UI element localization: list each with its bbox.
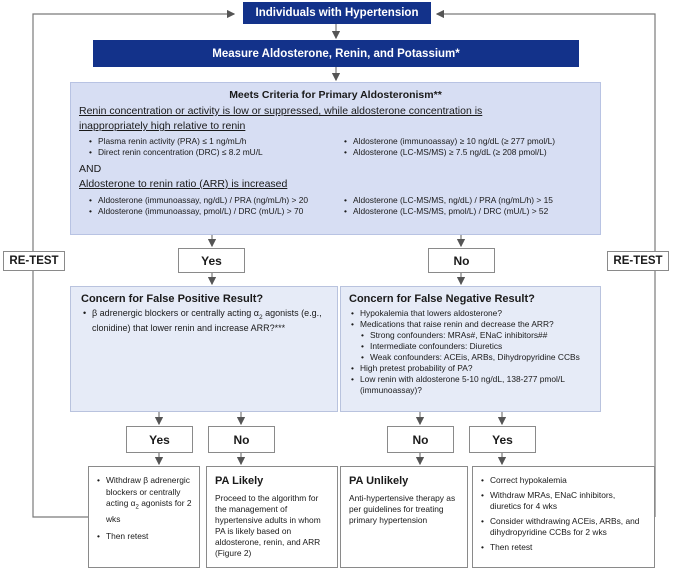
- no-criteria-box: No: [428, 248, 495, 273]
- pa-likely-title: PA Likely: [215, 475, 264, 487]
- list-item: • High pretest probability of PA?: [349, 363, 592, 374]
- list-item: • Aldosterone (immunoassay, ng/dL) / PRA (ng/mL/h) > 20: [87, 195, 342, 206]
- list-item: • Plasma renin activity (PRA) ≤ 1 ng/mL/h: [87, 136, 342, 147]
- false-positive-box: [70, 286, 338, 412]
- list-item: • Aldosterone (immunoassay) ≥ 10 ng/dL (≥ 277 pmol/L): [342, 136, 555, 147]
- list-item: • Medications that raise renin and decrease the ARR?: [349, 319, 592, 330]
- criteria-box: [70, 82, 601, 235]
- list-item: • Direct renin concentration (DRC) ≤ 8.2 mU/L: [87, 147, 342, 158]
- arr-lcms-list: [342, 195, 553, 217]
- criteria-heading-1b: inappropriately high relative to renin: [79, 120, 246, 132]
- list-item: • Then retest: [479, 542, 648, 553]
- and-label: AND: [79, 163, 102, 175]
- criteria-heading-2: Aldosterone to renin ratio (ARR) is increased: [79, 178, 288, 190]
- list-item: • Withdraw β adrenergic blockers or centrally acting $\alpha_2$ agonists for 2 wks: [95, 475, 193, 526]
- false-positive-title: Concern for False Positive Result?: [81, 293, 264, 305]
- list-item: • Correct hypokalemia: [479, 475, 648, 486]
- renin-criteria-list: [79, 136, 342, 158]
- list-item: • Low renin with aldosterone 5-10 ng/dL, 138-277 pmol/L (immunoassay)?: [349, 374, 592, 396]
- false-negative-title: Concern for False Negative Result?: [349, 293, 535, 305]
- measure-box: Measure Aldosterone, Renin, and Potassium*: [93, 40, 579, 67]
- criteria-heading-1a: Renin concentration or activity is low or suppressed, while aldosterone concentration is: [79, 105, 483, 117]
- yes-false-negative-box: Yes: [469, 426, 536, 453]
- no-false-negative-box: No: [387, 426, 454, 453]
- yes-criteria-box: Yes: [178, 248, 245, 273]
- no-false-positive-box: No: [208, 426, 275, 453]
- hypertension-box: Individuals with Hypertension: [243, 2, 431, 24]
- pa-likely-text: Proceed to the algorithm for the management of hypertensive adults in whom PA is likely based on aldosterone, renin, and ARR (Figure 2): [215, 493, 321, 558]
- false-negative-box: [340, 286, 601, 412]
- arr-immunoassay-list: [79, 195, 342, 217]
- retest-left-label: RE-TEST: [3, 251, 65, 271]
- yes-false-positive-box: Yes: [126, 426, 193, 453]
- withdraw-blockers-box: [88, 466, 200, 568]
- list-item: • β adrenergic blockers or centrally acting $\alpha_2$ agonists (e.g., clonidine) that lower renin and increase ARR?***: [81, 308, 327, 334]
- list-item: • Hypokalemia that lowers aldosterone?: [349, 308, 592, 319]
- pa-unlikely-title: PA Unlikely: [349, 475, 409, 487]
- pa-likely-box: [206, 466, 338, 568]
- list-item: • Withdraw MRAs, ENaC inhibitors, diuretics for 4 wks: [479, 490, 648, 512]
- list-item: • Weak confounders: ACEis, ARBs, Dihydropyridine CCBs: [359, 352, 592, 363]
- list-item: • Aldosterone (LC-MS/MS, pmol/L) / DRC (mU/L) > 52: [342, 206, 553, 217]
- criteria-title: Meets Criteria for Primary Aldosteronism**: [229, 89, 442, 101]
- list-item: • Aldosterone (LC-MS/MS) ≥ 7.5 ng/dL (≥ 208 pmol/L): [342, 147, 555, 158]
- list-item: • Consider withdrawing ACEis, ARBs, and dihydropyridine CCBs for 2 wks: [479, 516, 648, 538]
- list-item: • Aldosterone (LC-MS/MS, ng/dL) / PRA (ng/mL/h) > 15: [342, 195, 553, 206]
- pa-unlikely-box: [340, 466, 468, 568]
- list-item: • Then retest: [95, 531, 193, 543]
- list-item: • Intermediate confounders: Diuretics: [359, 341, 592, 352]
- retest-right-label: RE-TEST: [607, 251, 669, 271]
- aldosterone-criteria-list: [342, 136, 555, 158]
- correct-withdraw-box: [472, 466, 655, 568]
- list-item: • Strong confounders: MRAs#, ENaC inhibitors##: [359, 330, 592, 341]
- pa-unlikely-text: Anti-hypertensive therapy as per guidelines for treating primary hypertension: [349, 493, 456, 525]
- list-item: • Aldosterone (immunoassay, pmol/L) / DRC (mU/L) > 70: [87, 206, 342, 217]
